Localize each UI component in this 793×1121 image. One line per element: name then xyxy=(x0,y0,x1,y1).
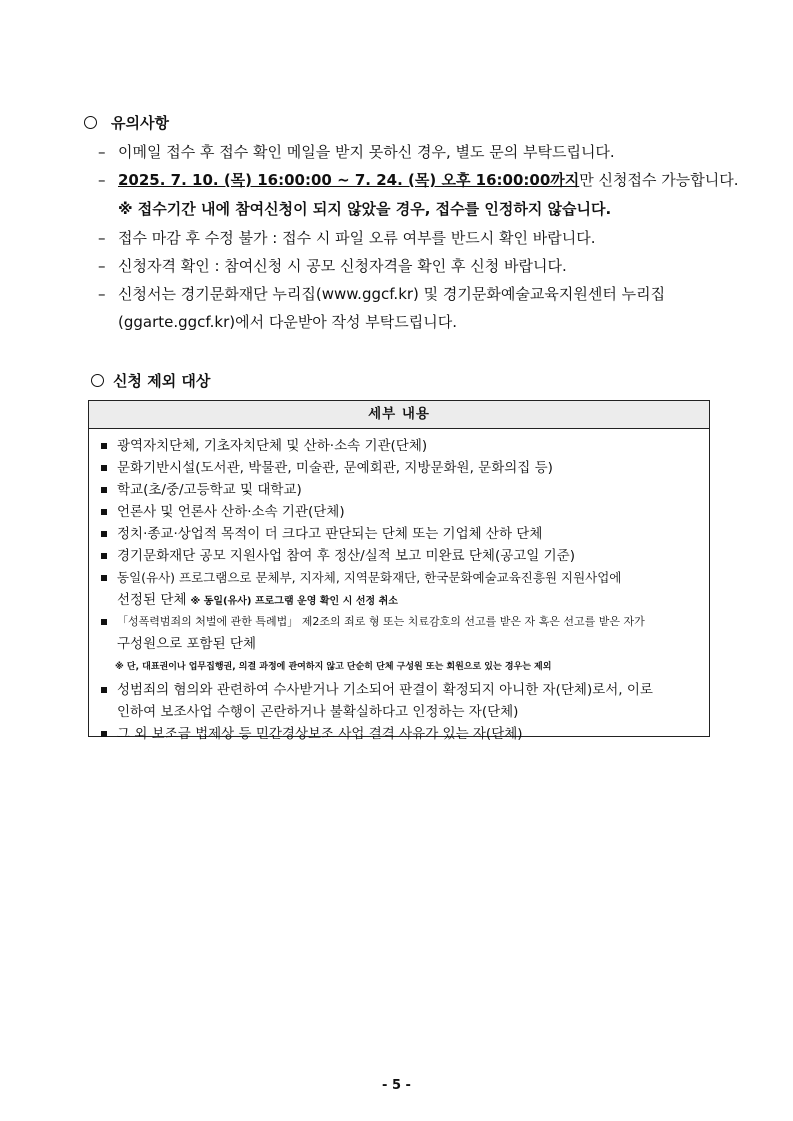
dash-bullet: – xyxy=(98,143,106,161)
list-item-similar-program: 동일(유사) 프로그램으로 문체부, 지자체, 지역문화재단, 한국문화예술교육진흥원 지원사업에 선정된 단체 ※ 동일(유사) 프로그램 운영 확인 시 선정 취소 xyxy=(99,567,699,611)
list-item: 광역자치단체, 기초자치단체 및 산하·소속 기관(단체) xyxy=(99,435,699,457)
list-item: 정치·종교·상업적 목적이 더 크다고 판단되는 단체 또는 기업체 산하 단체 xyxy=(99,523,699,545)
exclusion-table xyxy=(88,400,710,742)
note-item-eligibility: – 신청자격 확인 : 참여신청 시 공모 신청자격을 확인 후 신청 바랍니다. xyxy=(98,252,738,280)
circle-bullet-icon xyxy=(84,116,97,129)
notes-title: 유의사항 xyxy=(111,114,169,132)
note-item-no-edit: – 접수 마감 후 수정 불가 : 접수 시 파일 오류 여부를 반드시 확인 바랍니다. xyxy=(98,224,738,252)
list-item-sexual-violence: 「성폭력범죄의 처벌에 관한 특례법」 제2조의 죄로 형 또는 치료감호의 선고를 받은 자 혹은 선고를 받은 자가 구성원으로 포함된 단체 xyxy=(99,611,699,655)
square-bullet-icon xyxy=(101,575,107,581)
dash-bullet: – xyxy=(98,285,106,303)
note-item-download: – 신청서는 경기문화재단 누리집(www.ggcf.kr) 및 경기문화예술교육지원센터 누리집 xyxy=(98,280,738,308)
notes-section-title xyxy=(84,112,169,133)
sexual-violence-note: ※ 단, 대표권이나 업무집행권, 의결 과정에 관여하지 않고 단순히 단체 구성원 또는 회원으로 있는 경우는 제외 xyxy=(115,662,552,672)
square-bullet-icon xyxy=(101,509,107,515)
list-item-last: 그 외 보조금 법제상 등 민간경상보조 사업 결격 사유가 있는 자(단체) xyxy=(99,723,699,745)
list-item: 학교(초/중/고등학교 및 대학교) xyxy=(99,479,699,501)
dash-bullet: – xyxy=(98,171,106,189)
list-item: 경기문화재단 공모 지원사업 참여 후 정산/실적 보고 미완료 단체(공고일 기준) xyxy=(99,545,699,567)
square-bullet-icon xyxy=(101,619,107,625)
table-header: 세부 내용 xyxy=(89,401,709,429)
square-bullet-icon xyxy=(101,731,107,737)
exclusion-title: 신청 제외 대상 xyxy=(113,372,211,390)
dash-bullet: – xyxy=(98,229,106,247)
notes-list xyxy=(98,138,738,336)
square-bullet-icon xyxy=(101,687,107,693)
note-item-download-cont: (ggarte.ggcf.kr)에서 다운받아 작성 부탁드립니다. xyxy=(118,313,458,331)
application-period: 2025. 7. 10. (목) 16:00:00 ~ 7. 24. (목) 오후 16:00:00까지 xyxy=(118,171,580,189)
exclusion-section-title xyxy=(91,370,210,391)
list-item: 언론사 및 언론사 산하·소속 기관(단체) xyxy=(99,501,699,523)
similar-program-note: ※ 동일(유사) 프로그램 운영 확인 시 선정 취소 xyxy=(190,596,398,607)
period-warning: ※ 접수기간 내에 참여신청이 되지 않았을 경우, 접수를 인정하지 않습니다. xyxy=(118,200,612,218)
square-bullet-icon xyxy=(101,487,107,493)
square-bullet-icon xyxy=(101,465,107,471)
square-bullet-icon xyxy=(101,553,107,559)
square-bullet-icon xyxy=(101,531,107,537)
dash-bullet: – xyxy=(98,257,106,275)
list-item-criminal: 성범죄의 혐의와 관련하여 수사받거나 기소되어 판결이 확정되지 아니한 자(단체)로서, 이로 인하여 보조사업 수행이 곤란하거나 불확실하다고 인정하는 자(단체) xyxy=(99,679,699,723)
circle-bullet-icon xyxy=(91,374,104,387)
list-item: 문화기반시설(도서관, 박물관, 미술관, 문예회관, 지방문화원, 문화의집 등) xyxy=(99,457,699,479)
note-item-period: – 2025. 7. 10. (목) 16:00:00 ~ 7. 24. (목) 오후 16:00:00까지만 신청접수 가능합니다. xyxy=(98,166,738,194)
note-item-email: – 이메일 접수 후 접수 확인 메일을 받지 못하신 경우, 별도 문의 부탁드립니다. xyxy=(98,138,738,166)
table-body xyxy=(89,429,709,745)
page-number: - 5 - xyxy=(382,1078,411,1093)
square-bullet-icon xyxy=(101,443,107,449)
